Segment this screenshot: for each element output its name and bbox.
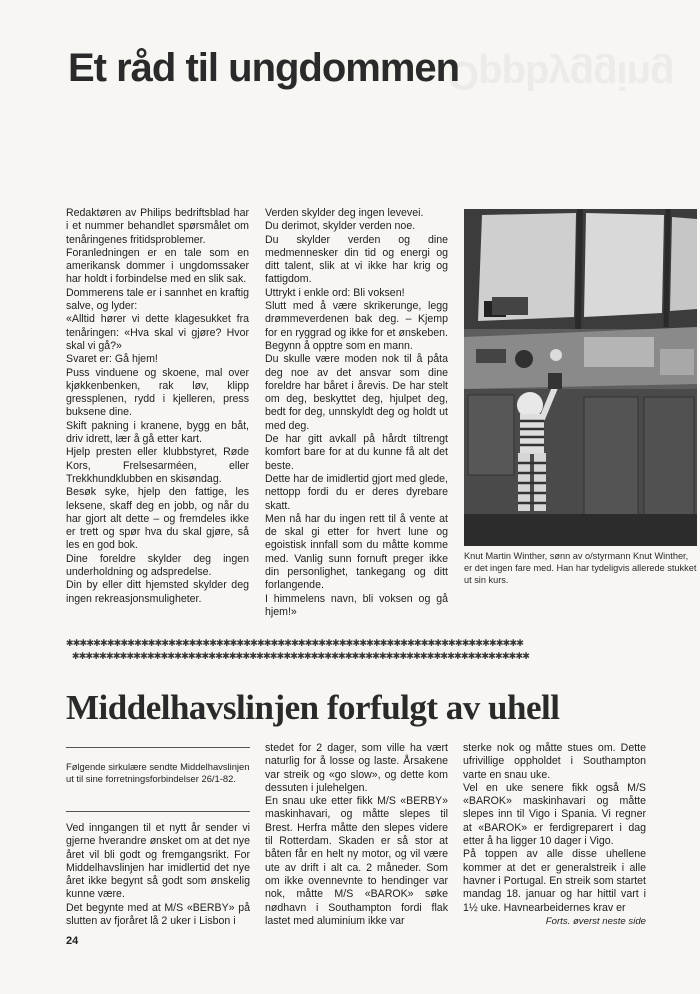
article1-column-1 <box>66 207 249 606</box>
intro-text: Følgende sirkulære sendte Middelhavslinjen ut til sine forretningsforbindelser 26/1-82. <box>66 761 250 785</box>
paragraph: Dommerens tale er i sannhet en kraftig salve, og lyder: <box>66 286 249 313</box>
paragraph: Din by eller ditt hjemsted skylder deg ingen rekreasjonsmuligheter. <box>66 579 249 605</box>
paragraph: Hjelp presten eller klubbstyret, Røde Kors, Frelsesarméen, eller Trekkhundklubben en skisøndag. <box>66 446 249 485</box>
paragraph: Svaret er: Gå hjem! <box>66 353 158 366</box>
decorative-divider <box>66 636 646 662</box>
paragraph: Dette har de imidlertid gjort med glede, nettopp fordi du er deres dyrebare skatt. <box>265 472 448 512</box>
divider-pattern-row: ✱✱✱✱✱✱✱✱✱✱✱✱✱✱✱✱✱✱✱✱✱✱✱✱✱✱✱✱✱✱✱✱✱✱✱✱✱✱✱✱✱✱✱✱✱✱✱✱✱✱✱✱✱✱✱✱✱✱✱✱✱✱✱✱✱✱✱ <box>72 648 530 662</box>
paragraph: Ved inngangen til et nytt år sender vi gjerne hverandre ønsket om at det nye året vil bli godt og fremgangsrikt. For Middelhavslinjen har imidlertid det nye året ikke begynt så godt som ønskelig kunne være. <box>66 822 250 901</box>
article2-column-3 <box>463 742 646 928</box>
paragraph: Vel en uke senere fikk også M/S «BAROK» maskinhavari og måtte slepes inn til Vigo i Spania. Vi regner at «BAROK» er ferdigreparert i dag etter å ha ligger 10 dager i Vigo. <box>463 781 646 848</box>
page-number: 24 <box>66 935 79 947</box>
photo-caption <box>464 550 697 587</box>
paragraph: stedet for 2 dager, som ville ha vært naturlig for å losse og laste. Årsakene var streik og «go slow», og dette kom dessuten i julehelgen. <box>265 742 448 794</box>
article-title-advice: Et råd til ungdommen <box>68 46 460 90</box>
divider-pattern-row: ✱✱✱✱✱✱✱✱✱✱✱✱✱✱✱✱✱✱✱✱✱✱✱✱✱✱✱✱✱✱✱✱✱✱✱✱✱✱✱✱✱✱✱✱✱✱✱✱✱✱✱✱✱✱✱✱✱✱✱✱✱✱✱✱✱✱✱ <box>66 636 524 649</box>
intro-rule-bottom <box>66 811 250 812</box>
article1-column-2 <box>265 207 448 619</box>
bridge-photo-illustration <box>464 209 697 546</box>
caption-text: Knut Martin Winther, sønn av o/styrmann Knut Winther, er det ingen fare med. Han har tydeligvis allerede stukket ut sin kurs. <box>464 551 697 586</box>
photo-boy-on-ship-bridge <box>464 209 697 546</box>
paragraph: Men nå har du ingen rett til å vente at de skal gi etter for hvert lune og egoistisk innfall som du måtte komme med. Vanlig sunn fornuft preger ikke din personlighet, tankegang og ditt forlangende. <box>265 512 448 592</box>
paragraph: På toppen av alle disse uhellene kommer at det er generalstreik i alle havner i Portugal. En streik som startet mandag 18. januar og har hittil vart i 1½ uke. Havnearbeidernes krav er <box>463 848 646 914</box>
paragraph: Redaktøren av Philips bedriftsblad har i et nummer behandlet spørsmålet om tenåringenes fritidsproblemer. <box>66 207 249 246</box>
article-title-mediterranean-line: Middelhavslinjen forfulgt av uhell <box>66 688 560 727</box>
paragraph: Slutt med å være skrikerunge, legg drømmeverdenen bak deg. – Kjemp for en ryggrad og ikke for et ønskeben. Begynn å opptre som en mann. <box>265 300 448 352</box>
paragraph: Verden skylder deg ingen levevei. <box>265 207 424 219</box>
article2-column-2 <box>265 742 448 928</box>
paragraph: Du skylder verden og dine medmennesker din tid og energi og ditt talent, slik at vi ikke har krig og fattigdom. <box>265 233 448 286</box>
paragraph: En snau uke etter fikk M/S «BERBY» maskinhavari, og måtte slepes til Brest. Herfra måtte den slepes videre til Rotterdam. Skaden er så stor at båten får en helt ny motor, og vil være ute av drift i alt ca. 2 måneder. Som om ikke ovennevnte to hendinger var nok, måtte M/S «BAROK» søke nødhavn i Southampton fordi flak lastet med aluminium ikke var <box>265 795 448 927</box>
ghost-heading: Oppbygging <box>448 53 674 97</box>
paragraph: I himmelens navn, bli voksen og gå hjem!» <box>265 592 448 618</box>
article2-column-1 <box>66 822 250 928</box>
paragraph: Skift pakning i kranene, bygg en båt, driv idrett, lær å gå etter kart. <box>66 419 249 446</box>
paragraph: Foranledningen er en tale som en amerikansk dommer i ungdomssaker har holdt i forbindelse med en slik sak. <box>66 246 249 286</box>
paragraph: Dine foreldre skylder deg ingen underholdning og adspredelse. <box>66 552 249 579</box>
continued-note: Forts. øverst neste side <box>545 915 646 927</box>
paragraph: Besøk syke, hjelp den fattige, les leksene, skaff deg en jobb, og når du har gjort alt dette – og fremdeles ikke er trett og spør hva du skal gjøre, så les en god bok. <box>66 486 249 552</box>
paragraph: «Alltid hører vi dette klagesukket fra tenåringen: «Hva skal vi gjøre? Hvor skal vi gå?» <box>66 313 249 352</box>
paragraph: Puss vinduene og skoene, mal over kjøkkenbenken, rak løv, klipp gressplenen, rydd i kjelleren, press buksene dine. <box>66 366 249 419</box>
paragraph: Du skulle være moden nok til å påta deg noe av det ansvar som dine foreldre har båret i årevis. De har stelt om deg, beskyttet deg, hjulpet deg, bedt for deg, unnskyldt deg og holdt ut med deg. <box>265 353 448 432</box>
paragraph: Det begynte med at M/S «BERBY» på slutten av fjoråret lå 2 uker i Lisbon i <box>66 901 250 928</box>
intro-rule-top <box>66 747 250 748</box>
paragraph: sterke nok og måtte stues om. Dette ufrivillige oppholdet i Southampton varte en snau uke. <box>463 742 646 781</box>
paragraph: Uttrykt i enkle ord: Bli voksen! <box>265 286 405 299</box>
paragraph: Du derimot, skylder verden noe. <box>265 220 416 233</box>
paragraph: De har gitt avkall på hårdt tiltrengt komfort bare for at du kunne få alt det beste. <box>265 433 448 472</box>
article2-intro <box>66 761 250 786</box>
